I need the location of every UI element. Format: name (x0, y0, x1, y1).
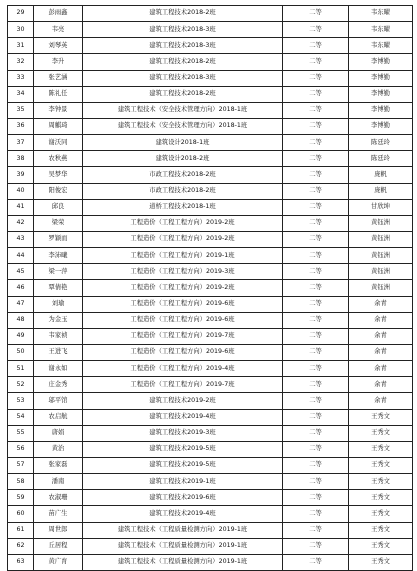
table-row (8, 425, 413, 441)
class-name: 建筑工程技术2019-3班 (83, 425, 283, 441)
teacher-name: 王秀文 (349, 441, 413, 457)
award-grade: 二等 (283, 457, 349, 473)
class-name: 工程造价（工程工程方向）2019-4班 (83, 361, 283, 377)
award-grade: 二等 (283, 361, 349, 377)
award-grade: 二等 (283, 312, 349, 328)
table-row (8, 248, 413, 264)
table-row (8, 38, 413, 54)
teacher-name: 甘欣坤 (349, 199, 413, 215)
row-number: 47 (8, 296, 34, 312)
teacher-name: 余青 (349, 361, 413, 377)
table-row (8, 377, 413, 393)
student-name: 黄广育 (34, 554, 83, 570)
class-name: 建筑工程技术2019-6班 (83, 490, 283, 506)
teacher-name: 黄钰洲 (349, 280, 413, 296)
student-name: 农秋燕 (34, 151, 83, 167)
row-number: 59 (8, 490, 34, 506)
student-name: 吴梦华 (34, 167, 83, 183)
student-name: 王进飞 (34, 344, 83, 360)
student-name: 农启航 (34, 409, 83, 425)
teacher-name: 黄钰洲 (349, 231, 413, 247)
student-name: 覃倩艳 (34, 280, 83, 296)
row-number: 35 (8, 102, 34, 118)
table-row (8, 409, 413, 425)
student-name: 唐娟 (34, 425, 83, 441)
award-grade: 二等 (283, 6, 349, 22)
class-name: 工程造价（工程工程方向）2019-7班 (83, 328, 283, 344)
row-number: 62 (8, 538, 34, 554)
table-row (8, 102, 413, 118)
teacher-name: 李博勤 (349, 86, 413, 102)
table-row (8, 215, 413, 231)
teacher-name: 庞帆 (349, 183, 413, 199)
teacher-name: 王秀文 (349, 506, 413, 522)
award-grade: 二等 (283, 280, 349, 296)
award-grade: 二等 (283, 38, 349, 54)
class-name: 工程造价（工程工程方向）2019-1班 (83, 248, 283, 264)
row-number: 36 (8, 118, 34, 134)
row-number: 57 (8, 457, 34, 473)
teacher-name: 余青 (349, 344, 413, 360)
teacher-name: 余青 (349, 377, 413, 393)
student-name: 丘居程 (34, 538, 83, 554)
row-number: 34 (8, 86, 34, 102)
award-grade: 二等 (283, 264, 349, 280)
row-number: 41 (8, 199, 34, 215)
student-name: 潘南 (34, 474, 83, 490)
student-name: 罗颖而 (34, 231, 83, 247)
student-name: 为金玉 (34, 312, 83, 328)
class-name: 建筑工程技术2018-3班 (83, 22, 283, 38)
class-name: 建筑工程技术（工程质量检测方向）2019-1班 (83, 538, 283, 554)
student-name: 梁荣 (34, 215, 83, 231)
award-grade: 二等 (283, 86, 349, 102)
class-name: 建筑工程技术2019-4班 (83, 506, 283, 522)
class-name: 建筑工程技术2019-5班 (83, 441, 283, 457)
teacher-name: 王秀文 (349, 522, 413, 538)
teacher-name: 李博勤 (349, 54, 413, 70)
row-number: 50 (8, 344, 34, 360)
award-grade: 二等 (283, 377, 349, 393)
row-number: 33 (8, 70, 34, 86)
student-name: 农淑珊 (34, 490, 83, 506)
table-row (8, 167, 413, 183)
table-row (8, 54, 413, 70)
award-grade: 二等 (283, 328, 349, 344)
class-name: 建筑工程技术（工程质量检测方向）2019-1班 (83, 522, 283, 538)
award-grade: 二等 (283, 554, 349, 570)
row-number: 39 (8, 167, 34, 183)
award-grade: 二等 (283, 425, 349, 441)
row-number: 42 (8, 215, 34, 231)
award-grade: 二等 (283, 22, 349, 38)
class-name: 道桥工程技术2018-1班 (83, 199, 283, 215)
student-name: 邬平馆 (34, 393, 83, 409)
teacher-name: 黄钰洲 (349, 248, 413, 264)
table-row (8, 86, 413, 102)
student-name: 周世郎 (34, 522, 83, 538)
class-name: 建筑工程技术2018-2班 (83, 86, 283, 102)
student-name: 张艺涵 (34, 70, 83, 86)
table-row (8, 393, 413, 409)
teacher-name: 王秀文 (349, 490, 413, 506)
class-name: 工程造价（工程工程方向）2019-2班 (83, 280, 283, 296)
award-grade: 二等 (283, 183, 349, 199)
row-number: 32 (8, 54, 34, 70)
row-number: 56 (8, 441, 34, 457)
row-number: 49 (8, 328, 34, 344)
award-grade: 二等 (283, 344, 349, 360)
row-number: 30 (8, 22, 34, 38)
teacher-name: 黄钰洲 (349, 215, 413, 231)
award-grade: 二等 (283, 70, 349, 86)
table-row (8, 151, 413, 167)
student-name: 李升 (34, 54, 83, 70)
row-number: 45 (8, 264, 34, 280)
row-number: 63 (8, 554, 34, 570)
table-row (8, 490, 413, 506)
teacher-name: 韦东曜 (349, 38, 413, 54)
row-number: 55 (8, 425, 34, 441)
student-name: 苗广生 (34, 506, 83, 522)
table-row (8, 474, 413, 490)
teacher-name: 王秀文 (349, 457, 413, 473)
row-number: 52 (8, 377, 34, 393)
award-grade: 二等 (283, 102, 349, 118)
teacher-name: 李博勤 (349, 118, 413, 134)
table-row (8, 344, 413, 360)
award-grade: 二等 (283, 135, 349, 151)
student-name: 张家磊 (34, 457, 83, 473)
class-name: 建筑工程技术（工程质量检测方向）2019-1班 (83, 554, 283, 570)
teacher-name: 韦东曜 (349, 6, 413, 22)
teacher-name: 陈廷玲 (349, 151, 413, 167)
class-name: 建筑设计2018-1班 (83, 135, 283, 151)
class-name: 工程造价（工程工程方向）2019-2班 (83, 231, 283, 247)
teacher-name: 王秀文 (349, 409, 413, 425)
award-grade: 二等 (283, 118, 349, 134)
class-name: 工程造价（工程工程方向）2019-2班 (83, 215, 283, 231)
award-grade: 二等 (283, 199, 349, 215)
class-name: 市政工程技术2018-2班 (83, 183, 283, 199)
class-name: 工程造价（工程工程方向）2019-6班 (83, 296, 283, 312)
row-number: 43 (8, 231, 34, 247)
award-grade: 二等 (283, 215, 349, 231)
student-name: 李钟景 (34, 102, 83, 118)
class-name: 工程造价（工程工程方向）2019-7班 (83, 377, 283, 393)
teacher-name: 李博勤 (349, 70, 413, 86)
student-name: 邱良 (34, 199, 83, 215)
award-grade: 二等 (283, 167, 349, 183)
teacher-name: 韦东曜 (349, 22, 413, 38)
award-grade: 二等 (283, 538, 349, 554)
table-row (8, 199, 413, 215)
class-name: 工程造价（工程工程方向）2019-6班 (83, 312, 283, 328)
award-grade: 二等 (283, 151, 349, 167)
student-name: 彭雨鑫 (34, 6, 83, 22)
teacher-name: 黄钰洲 (349, 264, 413, 280)
row-number: 44 (8, 248, 34, 264)
class-name: 建筑工程技术2018-3班 (83, 38, 283, 54)
row-number: 46 (8, 280, 34, 296)
award-grade: 二等 (283, 522, 349, 538)
award-grade: 二等 (283, 296, 349, 312)
row-number: 58 (8, 474, 34, 490)
class-name: 建筑工程技术2019-4班 (83, 409, 283, 425)
table-row (8, 441, 413, 457)
award-grade: 二等 (283, 231, 349, 247)
award-grade: 二等 (283, 393, 349, 409)
table-body (8, 6, 413, 571)
row-number: 53 (8, 393, 34, 409)
class-name: 市政工程技术2018-2班 (83, 167, 283, 183)
award-grade: 二等 (283, 54, 349, 70)
student-name: 庄金秀 (34, 377, 83, 393)
table-row (8, 328, 413, 344)
student-name: 谢永如 (34, 361, 83, 377)
table-row (8, 118, 413, 134)
teacher-name: 庞帆 (349, 167, 413, 183)
class-name: 建筑工程技术2018-2班 (83, 54, 283, 70)
row-number: 40 (8, 183, 34, 199)
award-grade: 二等 (283, 441, 349, 457)
student-name: 黄治 (34, 441, 83, 457)
row-number: 37 (8, 135, 34, 151)
teacher-name: 王秀文 (349, 554, 413, 570)
award-list-table (7, 5, 413, 571)
student-name: 刘琴英 (34, 38, 83, 54)
table-row (8, 522, 413, 538)
teacher-name: 余青 (349, 312, 413, 328)
teacher-name: 余青 (349, 328, 413, 344)
class-name: 建筑工程技术2018-3班 (83, 70, 283, 86)
class-name: 建筑工程技术2019-5班 (83, 457, 283, 473)
student-name: 阳俊宏 (34, 183, 83, 199)
table-row (8, 457, 413, 473)
class-name: 建筑设计2018-2班 (83, 151, 283, 167)
table-row (8, 22, 413, 38)
table-row (8, 264, 413, 280)
award-grade: 二等 (283, 506, 349, 522)
student-name: 陈礼任 (34, 86, 83, 102)
row-number: 54 (8, 409, 34, 425)
student-name: 刘瑜 (34, 296, 83, 312)
table-row (8, 296, 413, 312)
class-name: 建筑工程技术2018-2班 (83, 6, 283, 22)
row-number: 60 (8, 506, 34, 522)
award-grade: 二等 (283, 474, 349, 490)
table-row (8, 6, 413, 22)
table-row (8, 135, 413, 151)
award-grade: 二等 (283, 409, 349, 425)
table-row (8, 280, 413, 296)
row-number: 51 (8, 361, 34, 377)
student-name: 周麒琦 (34, 118, 83, 134)
class-name: 建筑工程技术2019-2班 (83, 393, 283, 409)
class-name: 建筑工程技术（安全技术管理方向）2018-1班 (83, 118, 283, 134)
row-number: 31 (8, 38, 34, 54)
table-row (8, 554, 413, 570)
student-name: 韦亮 (34, 22, 83, 38)
student-name: 韦家祯 (34, 328, 83, 344)
table-row (8, 361, 413, 377)
award-grade: 二等 (283, 490, 349, 506)
teacher-name: 陈廷玲 (349, 135, 413, 151)
student-name: 谢沃同 (34, 135, 83, 151)
class-name: 工程造价（工程工程方向）2019-3班 (83, 264, 283, 280)
table-row (8, 506, 413, 522)
row-number: 38 (8, 151, 34, 167)
award-grade: 二等 (283, 248, 349, 264)
teacher-name: 王秀文 (349, 474, 413, 490)
teacher-name: 王秀文 (349, 538, 413, 554)
table-row (8, 312, 413, 328)
table-row (8, 70, 413, 86)
teacher-name: 王秀文 (349, 425, 413, 441)
teacher-name: 余青 (349, 296, 413, 312)
teacher-name: 余青 (349, 393, 413, 409)
class-name: 建筑工程技术（安全技术管理方向）2018-1班 (83, 102, 283, 118)
student-name: 梁一萍 (34, 264, 83, 280)
class-name: 建筑工程技术2019-1班 (83, 474, 283, 490)
teacher-name: 李博勤 (349, 102, 413, 118)
table-row (8, 231, 413, 247)
class-name: 工程造价（工程工程方向）2019-6班 (83, 344, 283, 360)
row-number: 29 (8, 6, 34, 22)
table-row (8, 183, 413, 199)
row-number: 48 (8, 312, 34, 328)
student-name: 李沛曦 (34, 248, 83, 264)
row-number: 61 (8, 522, 34, 538)
